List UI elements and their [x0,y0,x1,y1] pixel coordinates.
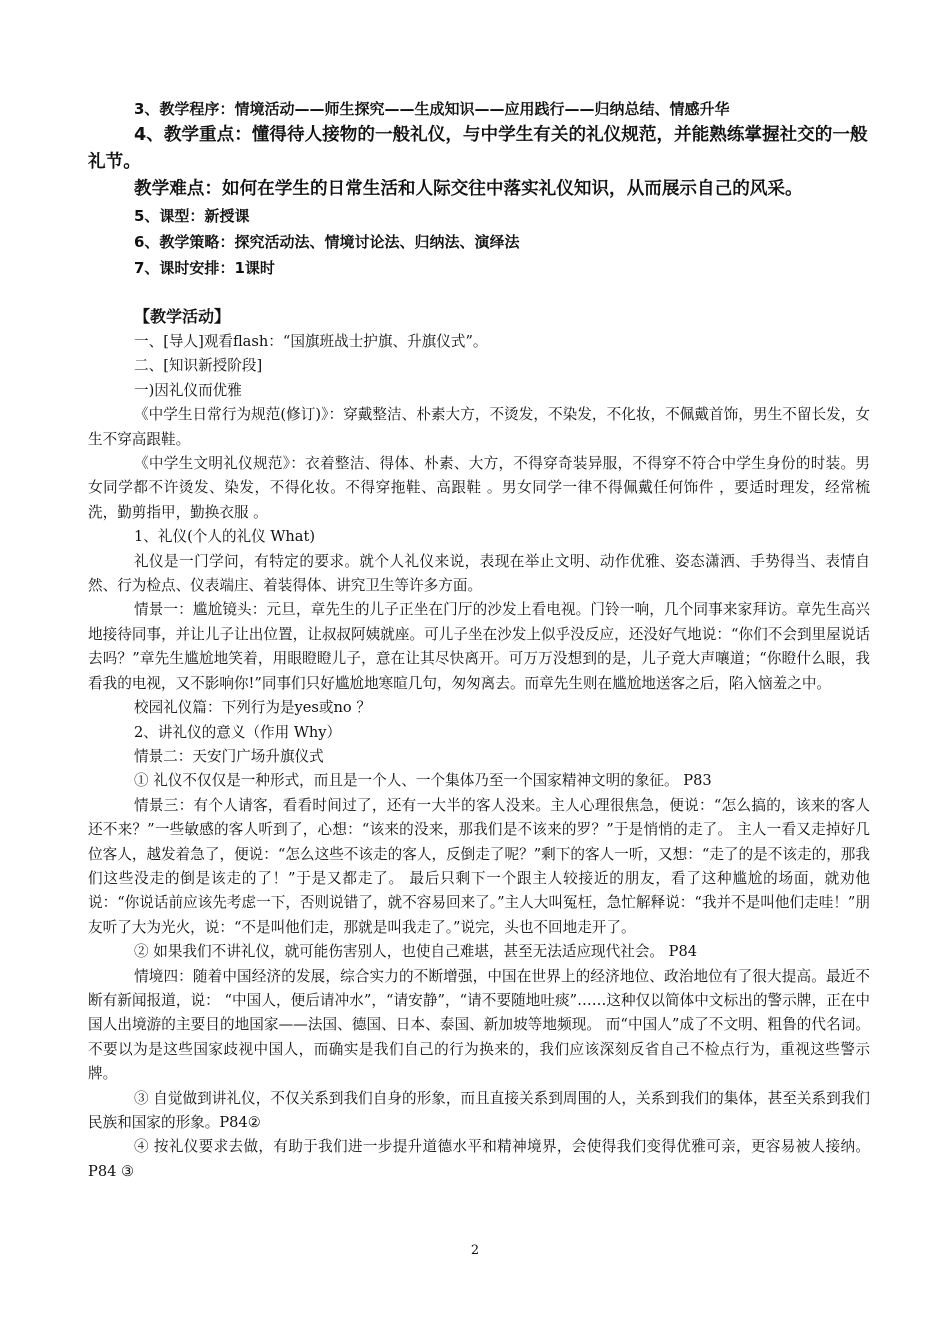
teaching-strategy: 6、教学策略：探究活动法、情境讨论法、归纳法、演绎法 [134,233,520,251]
paragraph-scene-4: 情境四：随着中国经济的发展，综合实力的不断增强，中国在世界上的经济地位、政治地位有了很大提高。最近不断有新闻报道，说： “中国人，便后请冲水”，“请安静”，“请不要随地吐痰”……这种仅以简体中文标出的警示牌，正在中国人出境游的主要目的地国家——法国、德国、日本、泰国、新加坡等地频现。 而“中国人”成了不文明、粗鲁的代名词。不要以为是这些国家歧视中国人，而确实是我们自己的行为换来的，我们应该深刻反省自己不检点行为，重视这些警示牌。 [88,967,870,1083]
paragraph-point-2: ② 如果我们不讲礼仪，就可能伤害别人，也使自己难堪，甚至无法适应现代社会。 P84 [134,943,698,961]
paragraph-code-2: 《中学生文明礼仪规范》：衣着整洁、得体、朴素、大方，不得穿奇装异服，不得穿不符合中学生身份的时装。男女同学都不许烫发、染发，不得化妆。不得穿拖鞋、高跟鞋 。男女同学一律不得佩戴任何饰件 ，要适时理发，经常梳洗，勤剪指甲，勤换衣服 。 [88,455,870,521]
paragraph-point-1: ① 礼仪不仅仅是一种形式，而且是一个人、一个集体乃至一个国家精神文明的象征。 P83 [134,772,712,790]
teaching-difficulty: 教学难点：如何在学生的日常生活和人际交往中落实礼仪知识，从而展示自己的风采。 [134,179,803,199]
paragraph-definition: 礼仪是一门学问，有特定的要求。就个人礼仪来说，表现在举止文明、动作优雅、姿态潇洒、手势得当、表情自然、行为检点、仪表端庄、着装得体、讲究卫生等许多方面。 [88,552,870,595]
class-hours: 7、课时安排：1课时 [134,259,275,277]
paragraph-why: 2、讲礼仪的意义（作用 Why） [134,723,342,741]
paragraph-intro: 一、[导人]观看flash：“国旗班战士护旗、升旗仪式”。 [134,333,488,350]
paragraph-stage: 二、[知识新授阶段] [134,357,263,375]
section-title: 【教学活动】 [134,307,231,326]
paragraph-scene-2: 情景二：天安门广场升旗仪式 [134,747,324,765]
paragraph-code-1: 《中学生日常行为规范(修订)》：穿戴整洁、朴素大方，不烫发，不染发，不化妆，不佩戴首饰，男生不留长发，女生不穿高跟鞋。 [88,406,870,448]
teaching-procedure: 3、教学程序：情境活动——师生探究——生成知识——应用践行——归纳总结、情感升华 [134,100,730,118]
paragraph-scene-3: 情景三：有个人请客，看看时间过了，还有一大半的客人没来。主人心理很焦急，便说：“怎么搞的，该来的客人还不来？”一些敏感的客人听到了，心想：“该来的没来，那我们是不该来的罗？”于是悄悄的走了。 主人一看又走掉好几位客人，越发着急了，便说：“怎么这些不该走的客人，反倒走了呢？”剩下的客人一听，又想：“走了的是不该走的，那我们这些没走的倒是该走的了！”于是又都走了。 最后只剩下一个跟主人较接近的朋友，看了这种尴尬的场面，就劝他说：“你说话前应该先考虑一下，否则说错了，就不容易回来了。”主人大叫冤枉，急忙解释说：“我并不是叫他们走哇！”朋友听了大为光火，说：“不是叫他们走，那就是叫我走了。”说完，头也不回地走开了。 [88,796,870,936]
paragraph-what: 1、礼仪(个人的礼仪 What) [134,528,316,546]
teaching-focus: 4、教学重点：懂得待人接物的一般礼仪，与中学生有关的礼仪规范，并能熟练掌握社交的一般礼节。 [88,125,868,172]
paragraph-point-4: ④ 按礼仪要求去做，有助于我们进一步提升道德水平和精神境界，会使得我们变得优雅可亲，更容易被人接纳。 P84 ③ [88,1138,870,1180]
paragraph-campus: 校园礼仪篇：下列行为是yes或no ？ [134,699,371,717]
page-number: 2 [470,1243,480,1258]
paragraph-subtitle: 一)因礼仪而优雅 [134,381,242,399]
paragraph-scene-1: 情景一：尴尬镜头：元旦，章先生的儿子正坐在门厅的沙发上看电视。门铃一响，几个同事来家拜访。章先生高兴地接待同事，并让儿子让出位置，让叔叔阿姨就座。可儿子坐在沙发上似乎没反应，还没好气地说：“你们不会到里屋说话去吗？”章先生尴尬地笑着，用眼瞪瞪儿子，意在让其尽快离开。可万万没想到的是，儿子竟大声嚷道；“你瞪什么眼，我看我的电视，又不影响你!”同事们只好尴尬地寒暄几句，匆匆离去。而章先生则在尴尬地送客之后，陷入恼羞之中。 [88,601,870,692]
lesson-type: 5、课型：新授课 [134,207,250,225]
document-body [88,96,870,1184]
paragraph-point-3: ③ 自觉做到讲礼仪，不仅关系到我们自身的形象，而且直接关系到周围的人，关系到我们的集体，甚至关系到我们民族和国家的形象。P84② [88,1089,870,1131]
